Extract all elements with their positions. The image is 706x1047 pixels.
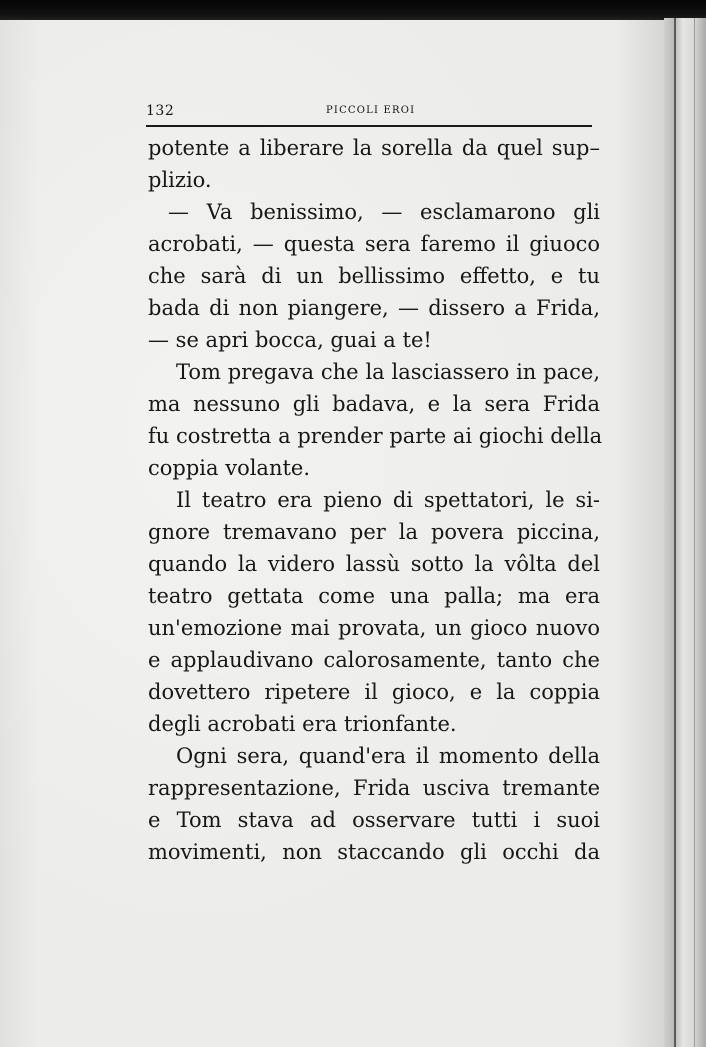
page-number: 132 (146, 103, 175, 119)
text-line: gnore tremavano per la povera piccina, (148, 520, 600, 544)
text-line: teatro gettata come una palla; ma era (148, 584, 600, 608)
text-line: fu costretta a prender parte ai giochi della (148, 424, 603, 448)
text-line: coppia volante. (148, 456, 311, 480)
text-line: quando la videro lassù sotto la vôlta del (148, 552, 600, 576)
text-line: degli acrobati era trionfante. (148, 712, 457, 736)
running-title: PICCOLI EROI (326, 105, 416, 116)
text-line: acrobati, — questa sera faremo il giuoco (148, 232, 600, 256)
text-line: ma nessuno gli badava, e la sera Frida (148, 392, 600, 416)
text-line: e Tom stava ad osservare tutti i suoi (148, 808, 600, 832)
text-line: movimenti, non staccando gli occhi da (148, 840, 600, 864)
text-line: — Va benissimo, — esclamarono gli (168, 200, 600, 224)
text-line: un'emozione mai provata, un gioco nuovo (148, 616, 600, 640)
text-line: potente a liberare la sorella da quel sup– (148, 136, 600, 160)
text-line: plizio. (148, 168, 212, 192)
body-text (148, 132, 603, 868)
text-line: dovettero ripetere il gioco, e la coppia (148, 680, 600, 704)
book-spine-edge (664, 18, 706, 1047)
text-line: Ogni sera, quand'era il momento della (176, 744, 600, 768)
text-line: bada di non piangere, — dissero a Frida, (148, 296, 600, 320)
text-line: che sarà di un bellissimo effetto, e tu (148, 264, 600, 288)
text-line: Il teatro era pieno di spettatori, le si- (176, 488, 600, 512)
spine-line (694, 18, 695, 1047)
header-rule (146, 125, 592, 127)
text-line: e applaudivano calorosamente, tanto che (148, 648, 600, 672)
text-line: rappresentazione, Frida usciva tremante (148, 776, 600, 800)
text-line: — se apri bocca, guai a te! (148, 328, 432, 352)
text-line: Tom pregava che la lasciassero in pace, (176, 360, 600, 384)
spine-line (674, 18, 676, 1047)
page-header (146, 100, 594, 122)
